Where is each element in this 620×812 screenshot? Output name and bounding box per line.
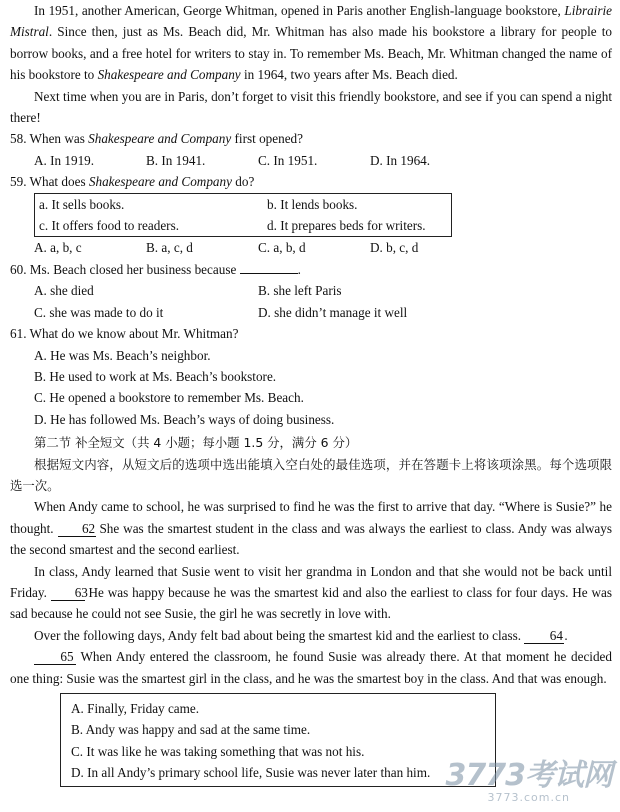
question-59-stem [10,171,612,192]
stem-text: 58. When was [10,131,89,147]
story-text: In class, Andy learned that Susie went to visit her grandma in London and that she would not be back until Friday. [10,563,612,600]
option[interactable]: D. In 1964. [370,152,431,168]
statement: d. It prepares beds for writers. [267,218,426,234]
stem-italic: Shakespeare and Company [88,174,232,190]
question-58-options [10,150,612,171]
option[interactable]: B. she left Paris [258,283,342,299]
option[interactable]: B. a, c, d [146,240,193,256]
watermark-url: 3773.com.cn [487,791,570,804]
option[interactable]: D. she didn’t manage it well [258,304,408,320]
question-60-options-row-1 [10,280,612,301]
question-58-stem [10,128,612,149]
option[interactable]: A. a, b, c [34,240,82,256]
option[interactable]: A. she died [34,283,94,299]
question-60-stem [10,259,612,280]
stem-text: first opened? [231,131,304,147]
stem-text: . [297,261,301,277]
statement-row [39,215,451,236]
section-instruction: 根据短文内容，从短文后的选项中选出能填入空白处的最佳选项，并在答题卡上将该项涂黑。每个选项限选一次。 [10,456,612,493]
statement: b. It lends books. [267,196,358,212]
bookstore-name: Librairie Mistral [10,3,612,40]
option[interactable]: D. In all Andy’s primary school life, Susie was never later than him. [71,765,431,781]
passage-text: In 1951, another American, George Whitman, opened in Paris another English-language bookstore, [34,3,565,18]
story-text: She was the smartest student in the class and was always the earliest to class. Andy was always the second smartest and the second earliest. [10,520,612,558]
option[interactable]: B. Andy was happy and sad at the same time. [71,722,311,738]
stem-text: 59. What does [10,174,89,190]
question-61-stem: 61. What do we know about Mr. Whitman? [10,326,239,342]
bookstore-name: Shakespeare and Company [97,67,241,83]
option[interactable]: A. Finally, Friday came. [71,701,200,716]
statement: a. It sells books. [39,196,125,212]
option[interactable]: C. He opened a bookstore to remember Ms. Beach. [34,390,304,406]
answer-blank[interactable] [240,273,298,274]
story-text: When Andy came to school, he was surprised to find he was the first to arrive that day. “Where is Susie?” he thought. [10,499,612,536]
story-text: When Andy entered the classroom, he found Susie was already there. At that moment he decided one thing: Susie was the smartest girl in the class, and he was the smartest boy in the class. And that was enough. [10,649,612,686]
option[interactable]: B. In 1941. [146,152,206,168]
blank-65[interactable]: 65 [34,649,76,665]
story-paragraph-2 [10,561,612,625]
option[interactable]: C. she was made to do it [34,304,164,320]
option[interactable]: B. He used to work at Ms. Beach’s bookstore. [34,368,277,384]
story-text: . [564,627,568,643]
option[interactable]: A. In 1919. [34,152,95,168]
option[interactable]: C. It was like he was taking something that was not his. [71,743,365,759]
question-59-statement-box [34,193,452,238]
stem-italic: Shakespeare and Company [88,131,232,147]
blank-63[interactable]: 63 [51,585,85,601]
exam-page [10,0,612,787]
passage-paragraph-1 [10,0,612,86]
passage-paragraph-2: Next time when you are in Paris, don’t forget to visit this friendly bookstore, and see if you can spend a night there! [10,88,612,126]
story-paragraph-4 [10,646,612,689]
question-60-options-row-2 [10,302,612,323]
statement-row [39,194,451,215]
stem-text: 60. Ms. Beach closed her business because [10,261,237,277]
story-paragraph-3 [10,625,612,646]
blank-62[interactable]: 62 [58,521,96,537]
watermark-logo: 3773考试网 [445,758,612,793]
passage-text: in 1964, two years after Ms. Beach died. [240,67,458,83]
statement: c. It offers food to readers. [39,218,180,234]
option[interactable]: D. He has followed Ms. Beach’s ways of doing business. [34,411,335,427]
stem-text: do? [231,174,255,190]
option[interactable]: D. b, c, d [370,240,419,256]
question-59-options [10,237,612,258]
site-watermark [445,758,613,804]
answer-options-box [60,693,496,787]
option[interactable]: A. He was Ms. Beach’s neighbor. [34,347,211,363]
passage-text: . Since then, just as Ms. Beach did, Mr. Whitman has also made his bookstore a library for people to borrow books, and a free hotel for writers to stay in. To remember Ms. Beach, Mr. Whitman changed the name of his bookstore to [10,24,612,83]
story-paragraph-1 [10,496,612,560]
section-heading: 第二节 补全短文（共 4 小题；每小题 1.5 分，满分 6 分） [34,435,358,451]
story-text: He was happy because he was the smartest kid and also the earliest to class for four days. He was sad because he could not see Susie, the girl he was secretly in love with. [10,584,612,622]
option[interactable]: C. a, b, d [258,240,306,256]
blank-64[interactable]: 64 [524,628,564,644]
option[interactable]: C. In 1951. [258,152,318,168]
story-text: Over the following days, Andy felt bad about being the smartest kid and the earliest to class. [34,627,525,643]
